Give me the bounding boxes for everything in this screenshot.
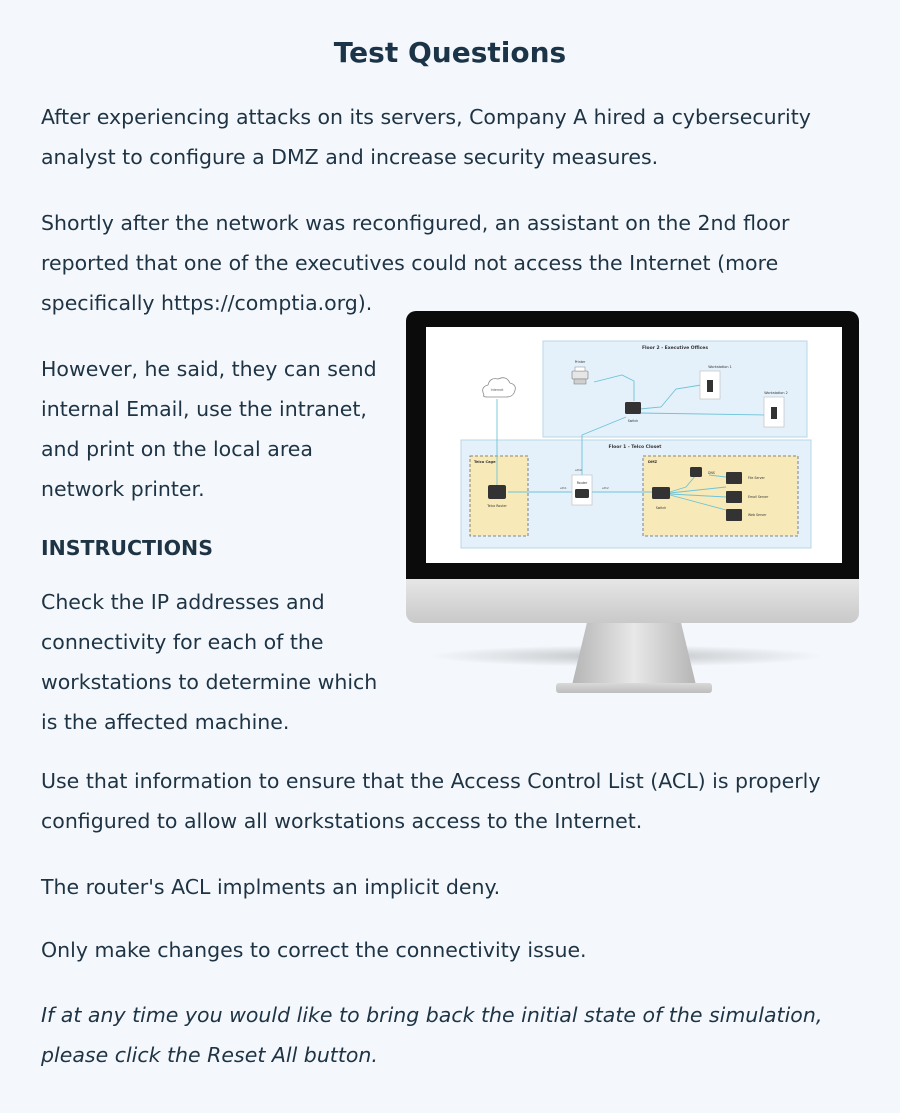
web-server-icon — [726, 509, 742, 521]
intro-3-line-1: However, he said, they can send — [41, 357, 377, 381]
intro-2-line-2: reported that one of the executives could not access the Internet (more — [41, 251, 779, 275]
monitor-bezel — [406, 311, 859, 581]
workstation1-icon — [707, 380, 713, 392]
reset-note-line-1: If at any time you would like to bring back the initial state of the simulation, — [41, 1003, 823, 1027]
router-icon — [575, 489, 589, 498]
intro-1-line-2: analyst to configure a DMZ and increase security measures. — [41, 145, 659, 169]
instr-2-line-2: configured to allow all workstations access to the Internet. — [41, 809, 643, 833]
floor2-switch-label: Switch — [627, 419, 639, 423]
instr-2-line-1: Use that information to ensure that the Access Control List (ACL) is properly — [41, 769, 821, 793]
network-diagram — [426, 327, 842, 563]
monitor-illustration — [406, 311, 860, 721]
instructions-paragraph-2 — [41, 761, 820, 841]
monitor-chin — [406, 579, 859, 623]
eth1-label: eth1 — [560, 486, 567, 490]
floor1-label: Floor 1 - Telco Closet — [608, 445, 662, 450]
intro-1-line-1: After experiencing attacks on its servers, Company A hired a cybersecurity — [41, 105, 811, 129]
eth2-label: eth2 — [602, 486, 609, 490]
intro-paragraph-2 — [41, 203, 790, 323]
floor2-label: Floor 2 - Executive Offices — [641, 346, 709, 351]
email-server-label: Email Server — [748, 495, 769, 499]
file-server-icon — [726, 472, 742, 484]
instr-1-line-4: is the affected machine. — [41, 710, 290, 734]
file-server-label: File Server — [748, 476, 765, 480]
instructions-paragraph-1 — [41, 582, 377, 742]
intro-3-line-4: network printer. — [41, 477, 205, 501]
instructions-paragraph-3: The router's ACL implments an implicit deny. — [41, 875, 501, 899]
eth0-label: eth0 — [575, 468, 582, 472]
workstation2-label: Workstation 2 — [764, 391, 788, 395]
intro-2-line-3: specifically https://comptia.org). — [41, 291, 373, 315]
workstation2-icon — [771, 407, 777, 419]
dns-icon — [690, 467, 702, 477]
dmz-switch-label: Switch — [655, 506, 667, 510]
monitor-foot — [556, 683, 712, 693]
email-server-icon — [726, 491, 742, 503]
telco-cage-label: Telco Cage — [474, 460, 496, 464]
monitor-stand — [572, 623, 696, 685]
floor2-switch-icon — [625, 402, 641, 414]
instr-1-line-1: Check the IP addresses and — [41, 590, 325, 614]
intro-paragraph-3 — [41, 349, 377, 509]
internet-label: Internet — [490, 388, 504, 392]
reset-note — [41, 995, 822, 1075]
intro-paragraph-1 — [41, 97, 811, 177]
dmz-switch-icon — [652, 487, 670, 499]
instructions-paragraph-4: Only make changes to correct the connectivity issue. — [41, 938, 587, 962]
telco-router-label: Telco Router — [487, 504, 507, 508]
dmz-label: DMZ — [648, 460, 658, 464]
intro-2-line-1: Shortly after the network was reconfigured, an assistant on the 2nd floor — [41, 211, 790, 235]
reset-note-line-2: please click the Reset All button. — [41, 1043, 378, 1067]
instr-1-line-2: connectivity for each of the — [41, 630, 324, 654]
intro-3-line-2: internal Email, use the intranet, — [41, 397, 367, 421]
web-server-label: Web Server — [748, 513, 767, 517]
intro-3-line-3: and print on the local area — [41, 437, 313, 461]
telco-router-icon — [488, 485, 506, 499]
dns-label: DNS — [708, 471, 715, 475]
router-label: Router — [576, 481, 588, 485]
printer-label: Printer — [574, 360, 586, 364]
instructions-heading: INSTRUCTIONS — [41, 536, 213, 560]
monitor-screen — [426, 327, 842, 563]
instr-1-line-3: workstations to determine which — [41, 670, 378, 694]
page-title: Test Questions — [333, 36, 567, 69]
workstation1-label: Workstation 1 — [708, 365, 732, 369]
